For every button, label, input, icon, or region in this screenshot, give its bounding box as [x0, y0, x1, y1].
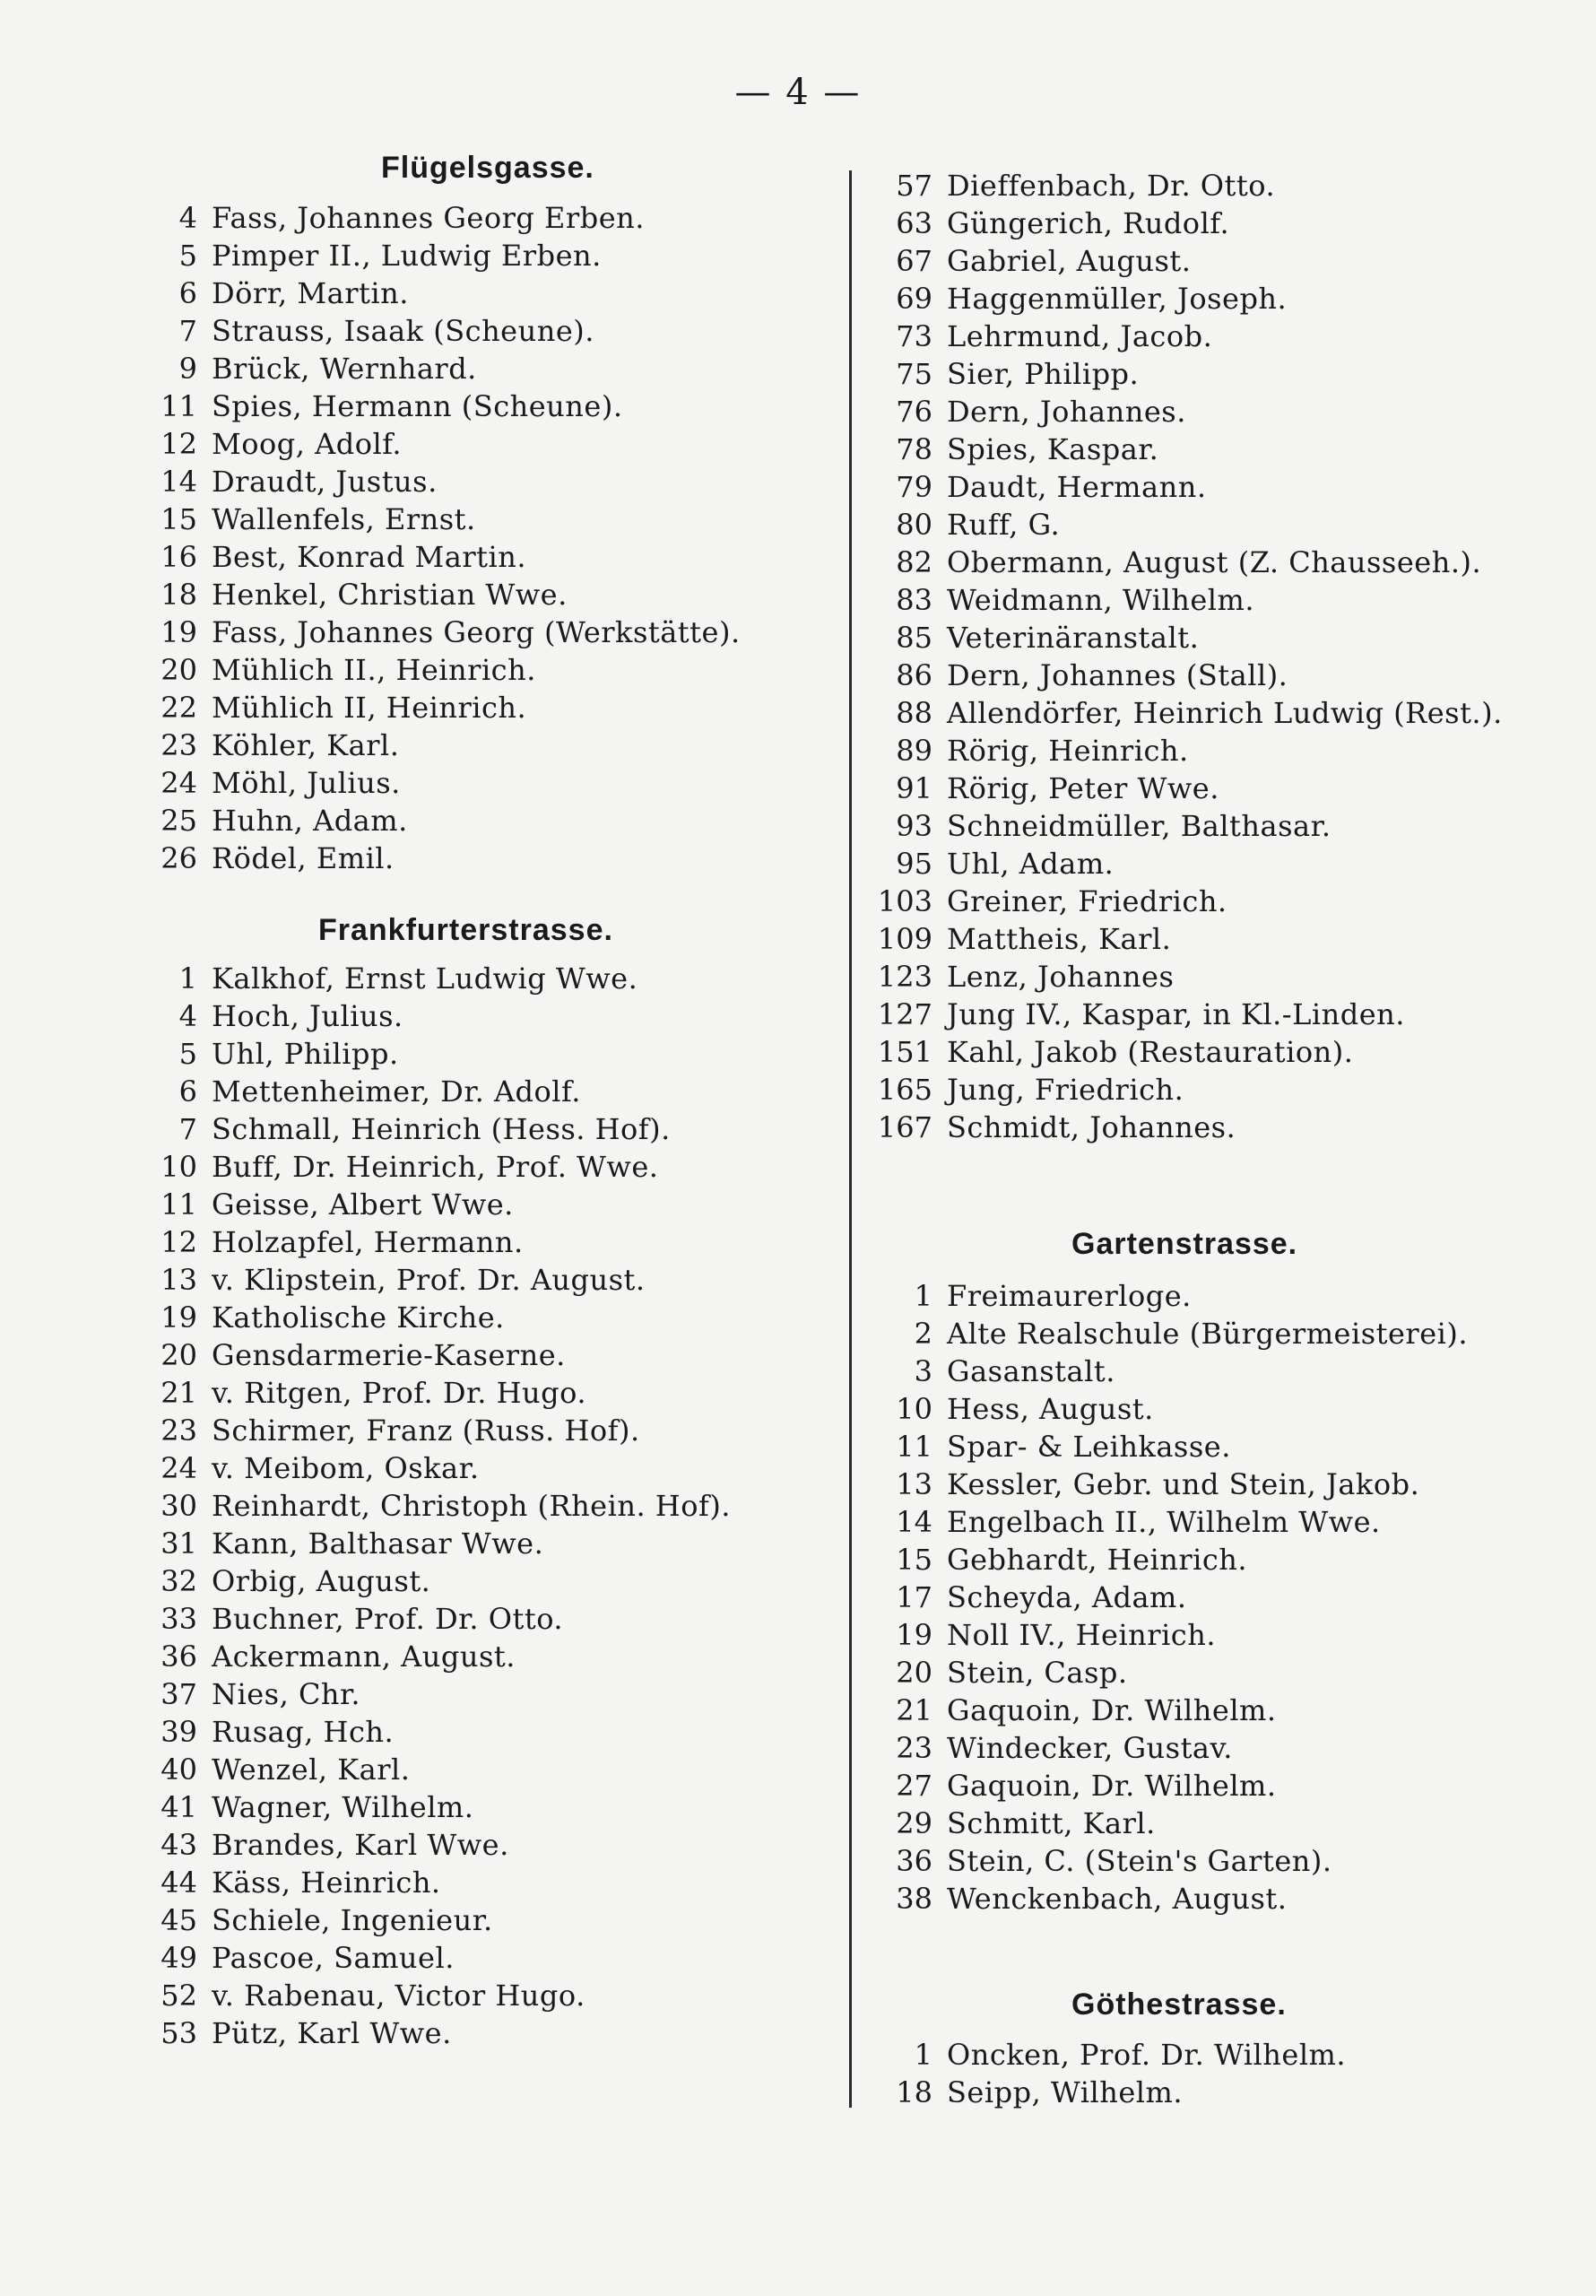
resident-name: Wallenfels, Ernst. [212, 502, 476, 536]
house-number: 38 [896, 1882, 932, 1916]
address-entry [152, 1751, 410, 1788]
resident-name: Jung, Friedrich. [947, 1073, 1184, 1107]
address-entry [861, 1109, 1236, 1146]
house-number: 19 [896, 1618, 932, 1652]
house-number: 22 [160, 691, 197, 725]
address-entry [861, 1616, 1216, 1654]
resident-name: Rusag, Hch. [212, 1715, 395, 1749]
resident-name: Uhl, Philipp. [212, 1037, 399, 1071]
house-number: 18 [896, 2075, 932, 2109]
resident-name: Wenzel, Karl. [212, 1752, 411, 1787]
house-number: 89 [896, 734, 932, 768]
house-number: 165 [877, 1073, 932, 1107]
resident-name: Käss, Heinrich. [212, 1866, 441, 1900]
address-entry [861, 204, 1229, 242]
address-entry [152, 387, 622, 425]
house-number: 83 [896, 583, 932, 617]
address-entry [152, 1035, 399, 1073]
resident-name: Lehrmund, Jacob. [947, 319, 1213, 353]
house-number: 19 [160, 1300, 197, 1335]
address-entry [152, 1600, 563, 1638]
resident-name: v. Klipstein, Prof. Dr. August. [212, 1263, 646, 1297]
address-entry [861, 996, 1405, 1033]
resident-name: Oncken, Prof. Dr. Wilhelm. [947, 2038, 1347, 2072]
house-number: 36 [896, 1844, 932, 1878]
house-number: 15 [160, 502, 197, 536]
house-number: 31 [160, 1526, 197, 1561]
address-entry [861, 2036, 1346, 2074]
house-number: 37 [160, 1677, 197, 1711]
resident-name: Reinhardt, Christoph (Rhein. Hof). [212, 1489, 731, 1523]
address-entry [861, 1578, 1187, 1616]
address-entry [861, 1315, 1468, 1352]
resident-name: Spies, Kaspar. [947, 432, 1159, 466]
house-number: 1 [914, 1279, 932, 1313]
address-entry [152, 997, 403, 1035]
house-number: 76 [896, 395, 932, 429]
address-entry [152, 1788, 473, 1826]
resident-name: v. Ritgen, Prof. Dr. Hugo. [212, 1376, 586, 1410]
house-number: 24 [160, 766, 197, 800]
resident-name: Nies, Chr. [212, 1677, 360, 1711]
address-entry [152, 1525, 543, 1562]
house-number: 5 [178, 1037, 197, 1071]
house-number: 10 [896, 1392, 932, 1426]
address-entry [152, 1562, 430, 1600]
resident-name: Haggenmüller, Joseph. [947, 282, 1288, 316]
resident-name: Dern, Johannes. [947, 395, 1186, 429]
resident-name: Scheyda, Adam. [947, 1580, 1187, 1614]
resident-name: v. Meibom, Oskar. [212, 1451, 480, 1485]
address-entry [861, 2074, 1183, 2111]
resident-name: Spies, Hermann (Scheune). [212, 389, 623, 423]
resident-name: Rörig, Heinrich. [947, 734, 1189, 768]
address-entry [152, 689, 526, 726]
house-number: 23 [896, 1731, 932, 1765]
house-number: 20 [896, 1656, 932, 1690]
house-number: 43 [160, 1828, 197, 1862]
address-entry [152, 1073, 581, 1110]
address-entry [861, 694, 1503, 732]
address-entry [152, 1638, 516, 1675]
resident-name: Kessler, Gebr. und Stein, Jakob. [947, 1467, 1420, 1501]
address-entry [152, 1299, 505, 1336]
house-number: 20 [160, 653, 197, 687]
resident-name: Strauss, Isaak (Scheune). [212, 314, 594, 348]
address-entry [861, 544, 1481, 581]
address-entry [152, 425, 402, 463]
address-entry [861, 883, 1227, 920]
section-heading: Flügelsgasse. [381, 151, 594, 185]
address-entry [152, 274, 409, 312]
resident-name: Huhn, Adam. [212, 804, 408, 838]
address-entry [152, 802, 408, 839]
house-number: 23 [160, 1413, 197, 1448]
house-number: 24 [160, 1451, 197, 1485]
resident-name: Engelbach II., Wilhelm Wwe. [947, 1505, 1381, 1539]
resident-name: Möhl, Julius. [212, 766, 401, 800]
resident-name: Spar- & Leihkasse. [947, 1430, 1231, 1464]
resident-name: Mettenheimer, Dr. Adolf. [212, 1074, 581, 1109]
house-number: 85 [896, 621, 932, 655]
house-number: 1 [178, 961, 197, 996]
column-divider [849, 170, 852, 2108]
house-number: 14 [160, 465, 197, 499]
section-heading: Gartenstrasse. [1071, 1227, 1298, 1261]
resident-name: Pimper II., Ludwig Erben. [212, 239, 602, 273]
house-number: 123 [877, 960, 932, 994]
house-number: 44 [160, 1866, 197, 1900]
resident-name: Gaquoin, Dr. Wilhelm. [947, 1769, 1277, 1803]
house-number: 1 [914, 2038, 932, 2072]
address-entry [152, 500, 476, 538]
resident-name: Noll IV., Heinrich. [947, 1618, 1216, 1652]
section-heading: Göthestrasse. [1071, 1987, 1287, 2022]
resident-name: Allendörfer, Heinrich Ludwig (Rest.). [947, 696, 1503, 730]
house-number: 82 [896, 545, 932, 579]
address-entry [861, 280, 1287, 317]
house-number: 17 [896, 1580, 932, 1614]
resident-name: Fass, Johannes Georg Erben. [212, 201, 645, 235]
house-number: 16 [160, 540, 197, 574]
resident-name: Wenckenbach, August. [947, 1882, 1288, 1916]
resident-name: Stein, C. (Stein's Garten). [947, 1844, 1332, 1878]
house-number: 78 [896, 432, 932, 466]
house-number: 151 [877, 1035, 932, 1069]
resident-name: Sier, Philipp. [947, 357, 1140, 391]
address-entry [861, 430, 1158, 468]
resident-name: Best, Konrad Martin. [212, 540, 527, 574]
address-entry [152, 576, 568, 613]
house-number: 40 [160, 1752, 197, 1787]
house-number: 13 [896, 1467, 932, 1501]
house-number: 14 [896, 1505, 932, 1539]
house-number: 91 [896, 771, 932, 805]
house-number: 21 [896, 1693, 932, 1727]
resident-name: Fass, Johannes Georg (Werkstätte). [212, 615, 741, 649]
house-number: 11 [160, 389, 197, 423]
address-entry [152, 312, 594, 350]
address-entry [152, 1826, 509, 1864]
address-entry [152, 764, 401, 802]
house-number: 93 [896, 809, 932, 843]
section-heading: Frankfurterstrasse. [318, 913, 613, 947]
resident-name: Schiele, Ingenieur. [212, 1903, 493, 1937]
resident-name: Weidmann, Wilhelm. [947, 583, 1255, 617]
address-entry [861, 1390, 1154, 1428]
resident-name: Buff, Dr. Heinrich, Prof. Wwe. [212, 1150, 659, 1184]
address-entry [152, 1186, 514, 1223]
house-number: 33 [160, 1602, 197, 1636]
house-number: 6 [178, 276, 197, 310]
house-number: 23 [160, 728, 197, 762]
address-entry [861, 1352, 1115, 1390]
resident-name: Geisse, Albert Wwe. [212, 1187, 514, 1222]
resident-name: Gebhardt, Heinrich. [947, 1543, 1248, 1577]
house-number: 7 [178, 1112, 197, 1146]
resident-name: Mühlich II, Heinrich. [212, 691, 527, 725]
address-entry [152, 2014, 452, 2052]
resident-name: Hess, August. [947, 1392, 1154, 1426]
house-number: 9 [178, 352, 197, 386]
address-entry [152, 1487, 731, 1525]
house-number: 25 [160, 804, 197, 838]
address-entry [152, 1148, 658, 1186]
house-number: 30 [160, 1489, 197, 1523]
resident-name: Gabriel, August. [947, 244, 1192, 278]
resident-name: Seipp, Wilhelm. [947, 2075, 1183, 2109]
house-number: 15 [896, 1543, 932, 1577]
house-number: 80 [896, 508, 932, 542]
house-number: 53 [160, 2016, 197, 2050]
address-entry [861, 317, 1212, 355]
house-number: 3 [914, 1354, 932, 1388]
resident-name: Pascoe, Samuel. [212, 1941, 455, 1975]
resident-name: Alte Realschule (Bürgermeisterei). [947, 1317, 1469, 1351]
house-number: 69 [896, 282, 932, 316]
house-number: 109 [877, 922, 932, 956]
address-entry [152, 1449, 480, 1487]
address-entry [152, 1412, 640, 1449]
resident-name: Rödel, Emil. [212, 841, 395, 875]
resident-name: Brandes, Karl Wwe. [212, 1828, 509, 1862]
house-number: 21 [160, 1376, 197, 1410]
house-number: 26 [160, 841, 197, 875]
house-number: 11 [896, 1430, 932, 1464]
resident-name: Daudt, Hermann. [947, 470, 1207, 504]
resident-name: Schmitt, Karl. [947, 1806, 1156, 1840]
resident-name: Gensdarmerie-Kaserne. [212, 1338, 566, 1372]
house-number: 36 [160, 1639, 197, 1674]
address-entry [152, 1223, 524, 1261]
house-number: 67 [896, 244, 932, 278]
resident-name: Uhl, Adam. [947, 847, 1115, 881]
resident-name: Schmall, Heinrich (Hess. Hof). [212, 1112, 671, 1146]
address-entry [861, 845, 1114, 883]
house-number: 79 [896, 470, 932, 504]
resident-name: Dern, Johannes (Stall). [947, 658, 1288, 692]
address-entry [861, 1767, 1277, 1805]
resident-name: Veterinäranstalt. [947, 621, 1200, 655]
address-entry [152, 463, 438, 500]
resident-name: Holzapfel, Hermann. [212, 1225, 524, 1259]
house-number: 2 [914, 1317, 932, 1351]
house-number: 12 [160, 1225, 197, 1259]
house-number: 19 [160, 615, 197, 649]
address-entry [861, 1729, 1233, 1767]
house-number: 7 [178, 314, 197, 348]
address-entry [861, 506, 1060, 544]
address-entry [861, 770, 1219, 807]
house-number: 20 [160, 1338, 197, 1372]
house-number: 75 [896, 357, 932, 391]
page-number: — 4 — [734, 72, 862, 113]
address-entry [861, 1465, 1419, 1503]
address-entry [152, 1374, 586, 1412]
house-number: 12 [160, 427, 197, 461]
house-number: 103 [877, 884, 932, 918]
address-entry [861, 1880, 1287, 1918]
house-number: 88 [896, 696, 932, 730]
house-number: 57 [896, 169, 932, 203]
resident-name: Gasanstalt. [947, 1354, 1115, 1388]
address-entry [861, 167, 1275, 204]
house-number: 167 [877, 1110, 932, 1144]
address-entry [152, 1110, 671, 1148]
house-number: 45 [160, 1903, 197, 1937]
house-number: 27 [896, 1769, 932, 1803]
address-entry [861, 657, 1288, 694]
address-entry [152, 1977, 585, 2014]
resident-name: Orbig, August. [212, 1564, 431, 1598]
house-number: 29 [896, 1806, 932, 1840]
address-entry [861, 242, 1191, 280]
address-entry [152, 1939, 455, 1977]
address-entry [861, 807, 1331, 845]
house-number: 4 [178, 201, 197, 235]
resident-name: Pütz, Karl Wwe. [212, 2016, 452, 2050]
house-number: 6 [178, 1074, 197, 1109]
resident-name: Freimaurerloge. [947, 1279, 1192, 1313]
resident-name: Köhler, Karl. [212, 728, 400, 762]
address-entry [152, 350, 477, 387]
address-entry [861, 619, 1199, 657]
resident-name: Buchner, Prof. Dr. Otto. [212, 1602, 564, 1636]
address-entry [152, 1336, 566, 1374]
address-entry [152, 1713, 394, 1751]
resident-name: Dörr, Martin. [212, 276, 409, 310]
address-entry [861, 1428, 1231, 1465]
address-entry [861, 958, 1174, 996]
resident-name: Dieffenbach, Dr. Otto. [947, 169, 1276, 203]
resident-name: Gaquoin, Dr. Wilhelm. [947, 1693, 1277, 1727]
resident-name: Henkel, Christian Wwe. [212, 578, 568, 612]
house-number: 63 [896, 206, 932, 240]
house-number: 95 [896, 847, 932, 881]
house-number: 73 [896, 319, 932, 353]
address-entry [861, 1071, 1184, 1109]
address-entry [152, 726, 399, 764]
address-entry [861, 732, 1189, 770]
address-entry [152, 1864, 441, 1901]
address-entry [152, 651, 536, 689]
address-entry [861, 355, 1139, 393]
house-number: 18 [160, 578, 197, 612]
resident-name: Schirmer, Franz (Russ. Hof). [212, 1413, 640, 1448]
house-number: 11 [160, 1187, 197, 1222]
house-number: 41 [160, 1790, 197, 1824]
resident-name: Ackermann, August. [212, 1639, 516, 1674]
house-number: 5 [178, 239, 197, 273]
resident-name: Lenz, Johannes [947, 960, 1175, 994]
address-entry [861, 1842, 1332, 1880]
address-entry [861, 1805, 1156, 1842]
address-entry [861, 1692, 1277, 1729]
address-entry [861, 1033, 1353, 1071]
address-entry [152, 538, 526, 576]
house-number: 10 [160, 1150, 197, 1184]
address-entry [152, 1675, 360, 1713]
address-entry [861, 393, 1186, 430]
resident-name: Draudt, Justus. [212, 465, 438, 499]
address-entry [861, 581, 1254, 619]
house-number: 13 [160, 1263, 197, 1297]
resident-name: Moog, Adolf. [212, 427, 403, 461]
address-entry [152, 960, 638, 997]
resident-name: Obermann, August (Z. Chausseeh.). [947, 545, 1482, 579]
resident-name: Schneidmüller, Balthasar. [947, 809, 1331, 843]
house-number: 32 [160, 1564, 197, 1598]
resident-name: Brück, Wernhard. [212, 352, 477, 386]
address-entry [861, 1503, 1381, 1541]
resident-name: Wagner, Wilhelm. [212, 1790, 474, 1824]
resident-name: Windecker, Gustav. [947, 1731, 1233, 1765]
house-number: 86 [896, 658, 932, 692]
resident-name: Rörig, Peter Wwe. [947, 771, 1219, 805]
address-entry [861, 1541, 1247, 1578]
resident-name: Mattheis, Karl. [947, 922, 1172, 956]
resident-name: Stein, Casp. [947, 1656, 1128, 1690]
resident-name: v. Rabenau, Victor Hugo. [212, 1979, 585, 2013]
address-entry [152, 613, 741, 651]
house-number: 4 [178, 999, 197, 1033]
resident-name: Kann, Balthasar Wwe. [212, 1526, 544, 1561]
address-entry [152, 199, 645, 237]
resident-name: Jung IV., Kaspar, in Kl.-Linden. [947, 997, 1405, 1031]
address-entry [152, 1261, 646, 1299]
address-entry [861, 920, 1171, 958]
resident-name: Kalkhof, Ernst Ludwig Wwe. [212, 961, 638, 996]
address-entry [152, 237, 602, 274]
house-number: 49 [160, 1941, 197, 1975]
resident-name: Ruff, G. [947, 508, 1061, 542]
address-entry [861, 468, 1206, 506]
resident-name: Güngerich, Rudolf. [947, 206, 1230, 240]
address-entry [861, 1654, 1128, 1692]
resident-name: Mühlich II., Heinrich. [212, 653, 536, 687]
house-number: 127 [877, 997, 932, 1031]
house-number: 52 [160, 1979, 197, 2013]
resident-name: Greiner, Friedrich. [947, 884, 1227, 918]
resident-name: Katholische Kirche. [212, 1300, 505, 1335]
address-entry [861, 1277, 1192, 1315]
address-entry [152, 839, 395, 877]
resident-name: Kahl, Jakob (Restauration). [947, 1035, 1354, 1069]
resident-name: Schmidt, Johannes. [947, 1110, 1236, 1144]
resident-name: Hoch, Julius. [212, 999, 403, 1033]
house-number: 39 [160, 1715, 197, 1749]
address-entry [152, 1901, 493, 1939]
